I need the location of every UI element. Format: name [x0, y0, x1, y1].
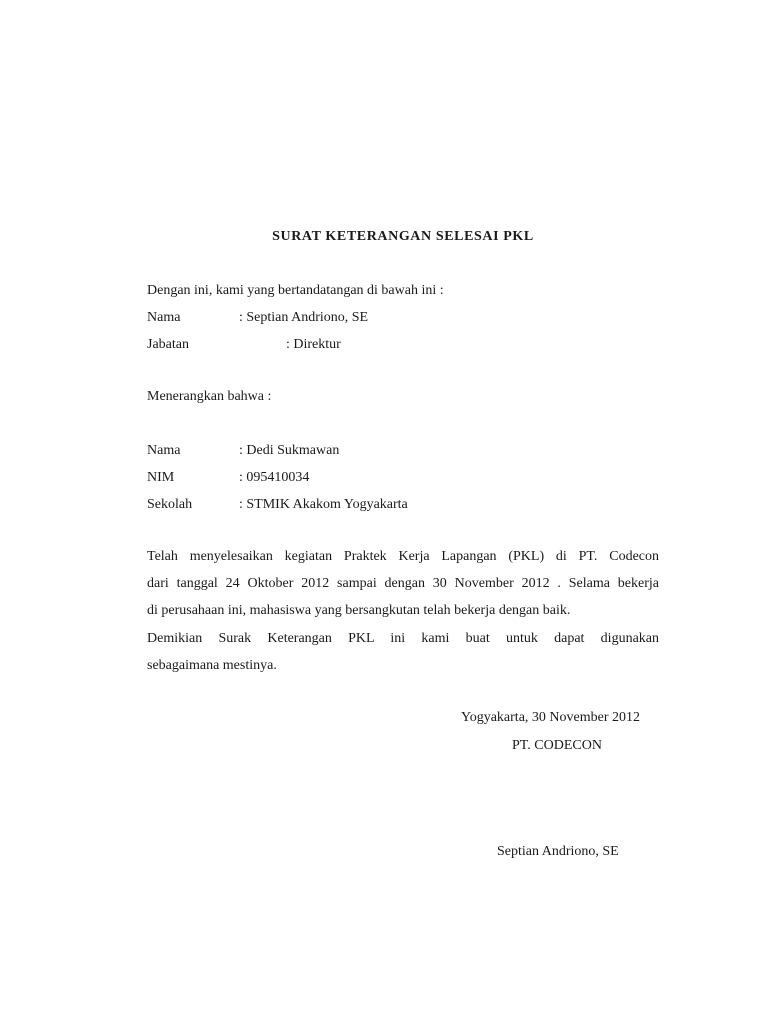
body-line: Telah menyelesaikan kegiatan Praktek Kerja Lapangan (PKL) di PT. Codecon: [147, 549, 659, 564]
signer-name-label: Nama: [147, 310, 181, 325]
letter-title: SURAT KETERANGAN SELESAI PKL: [272, 229, 534, 244]
student-nim-label: NIM: [147, 470, 175, 485]
student-school-label: Sekolah: [147, 497, 193, 512]
body-line: di perusahaan ini, mahasiswa yang bersangkutan telah bekerja dengan baik.: [147, 603, 571, 618]
signer-name-value: : Septian Andriono, SE: [239, 310, 369, 325]
student-school-value: : STMIK Akakom Yogyakarta: [239, 497, 408, 512]
body-line: dari tanggal 24 Oktober 2012 sampai dengan 30 November 2012 . Selama bekerja: [147, 576, 659, 591]
signer-position-value: : Direktur: [286, 337, 341, 352]
place-date: Yogyakarta, 30 November 2012: [461, 710, 640, 725]
student-nim-value: : 095410034: [239, 470, 310, 485]
company-name: PT. CODECON: [512, 738, 602, 753]
signature-name: Septian Andriono, SE: [497, 844, 619, 859]
body-line: sebagaimana mestinya.: [147, 658, 277, 673]
statement-text: Menerangkan bahwa :: [147, 389, 272, 404]
signer-position-label: Jabatan: [147, 337, 189, 352]
body-line: Demikian Surak Keterangan PKL ini kami buat untuk dapat digunakan: [147, 631, 659, 646]
student-name-label: Nama: [147, 443, 181, 458]
student-name-value: : Dedi Sukmawan: [239, 443, 340, 458]
intro-text: Dengan ini, kami yang bertandatangan di bawah ini :: [147, 283, 444, 298]
